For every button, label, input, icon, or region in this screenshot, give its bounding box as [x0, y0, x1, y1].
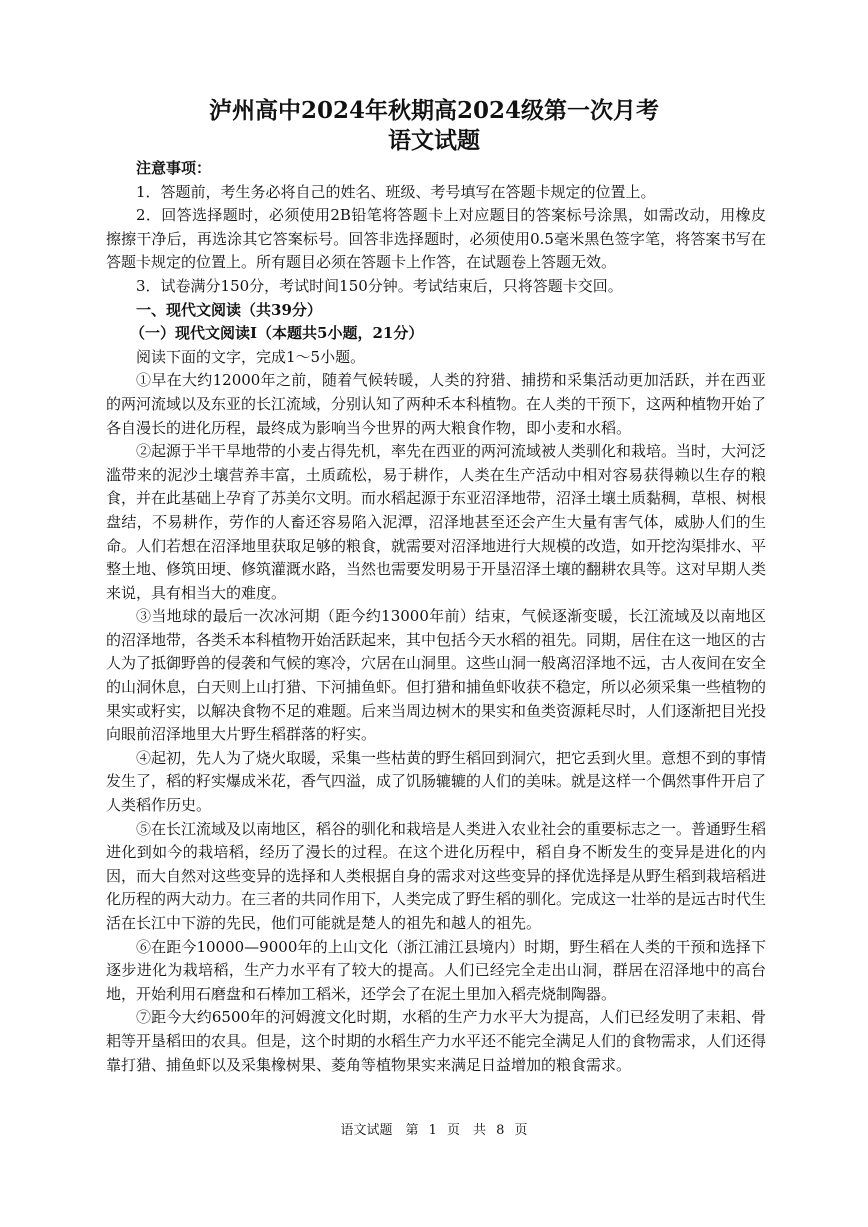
subsection-heading: （一）现代文阅读Ⅰ（本题共5小题，21分）	[130, 324, 424, 343]
notice-heading: 注意事项：	[136, 159, 212, 177]
passage-paragraph: ②起源于半干旱地带的小麦占得先机，率先在西亚的两河流域被人类驯化和栽培。当时，大河泛滥带来的泥沙土壤营养丰富，土质疏松，易于耕作，人类在生产活动中相对容易获得赖以生存的粮食，并在此基础上孕育了苏美尔文明。而水稻起源于东亚沼泽地带，沼泽土壤土质黏稠，草根、树根盘结，不易耕作，劳作的人畜还容易陷入泥潭，沼泽地甚至还会产生大量有害气体，威胁人们的生命。人们若想在沼泽地里获取足够的粮食，就需要对沼泽地进行大规模的改造，如开挖沟渠排水、平整土地、修筑田埂、修筑灌溉水路，当然也需要发明易于开垦沼泽土壤的翻耕农具等。这对早期人类来说，具有相当大的难度。	[106, 442, 767, 602]
passage-paragraph: ③当地球的最后一次冰河期（距今约13000年前）结束，气候逐渐变暖，长江流域及以南地区的沼泽地带，各类禾本科植物开始活跃起来，其中包括今天水稻的祖先。同期，居住在这一地区的古人为了抵御野兽的侵袭和气候的寒冷，穴居在山洞里。这些山洞一般离沼泽地不远，古人夜间在安全的山洞休息，白天则上山打猎、下河捕鱼虾。但打猎和捕鱼虾收获不稳定，所以必须采集一些植物的果实或籽实，以解决食物不足的难题。后来当周边树木的果实和鱼类资源耗尽时，人们逐渐把目光投向眼前沼泽地里大片野生稻群落的籽实。	[106, 607, 767, 744]
passage-paragraph: ⑦距今大约6500年的河姆渡文化时期，水稻的生产力水平大为提高，人们已经发明了耒耜、骨耜等开垦稻田的农具。但是，这个时期的水稻生产力水平还不能完全满足人们的食物需求，人们还得靠打猎、捕鱼虾以及采集橡树果、菱角等植物果实来满足日益增加的粮食需求。	[106, 1008, 767, 1074]
passage-paragraph: ①早在大约12000年之前，随着气候转暖，人类的狩猎、捕捞和采集活动更加活跃，并在西亚的两河流域以及东亚的长江流域，分别认知了两种禾本科植物。在人类的干预下，这两种植物开始了各自漫长的进化历程，最终成为影响当今世界的两大粮食作物，即小麦和水稻。	[106, 371, 767, 437]
passage-paragraph: ⑤在长江流域及以南地区，稻谷的驯化和栽培是人类进入农业社会的重要标志之一。普通野生稻进化到如今的栽培稻，经历了漫长的过程。在这个进化历程中，稻自身不断发生的变异是进化的内因，而大自然对这些变异的选择和人类根据自身的需求对这些变异的择优选择是从野生稻到栽培稻进化历程的两大动力。在三者的共同作用下，人类完成了野生稻的驯化。完成这一壮举的是远古时代生活在长江中下游的先民，他们可能就是楚人的祖先和越人的祖先。	[106, 819, 767, 932]
exam-content	[106, 157, 766, 1077]
passage-paragraph: ④起初，先人为了烧火取暖，采集一些枯黄的野生稻回到洞穴，把它丢到火里。意想不到的事情发生了，稻的籽实爆成米花，香气四溢，成了饥肠辘辘的人们的美味。就是这样一个偶然事件开启了人类稻作历史。	[106, 748, 767, 815]
passage-paragraph: ⑥在距今10000—9000年的上山文化（浙江浦江县境内）时期，野生稻在人类的干预和选择下逐步进化为栽培稻，生产力水平有了较大的提高。人们已经完全走出山洞，群居在沼泽地中的高台地，开始利用石磨盘和石棒加工稻米，还学会了在泥土里加入稻壳烧制陶器。	[106, 937, 766, 1003]
notice-item: 3．试卷满分150分，考试时间150分钟。考试结束后，只将答题卡交回。	[136, 276, 623, 295]
exam-title: 泸州高中2024年秋期高2024级第一次月考	[208, 97, 660, 124]
notice-item: 1．答题前，考生务必将自己的姓名、班级、考号填写在答题卡规定的位置上。	[136, 182, 656, 201]
notice-item: 2．回答选择题时，必须使用2B铅笔将答题卡上对应题目的答案标号涂黑，如需改动，用橡皮擦擦干净后，再选涂其它答案标号。回答非选择题时，必须使用0.5毫米黑色签字笔，将答案书写在答题卡规定的位置上。所有题目必须在答题卡上作答，在试题卷上答题无效。	[106, 206, 766, 272]
reading-instruction: 阅读下面的文字，完成1～5小题。	[136, 347, 366, 366]
exam-subject-title: 语文试题	[388, 127, 480, 154]
page-footer: 语文试题 第 1 页 共 8 页	[340, 1123, 528, 1138]
section-heading: 一、现代文阅读（共39分）	[136, 300, 322, 319]
